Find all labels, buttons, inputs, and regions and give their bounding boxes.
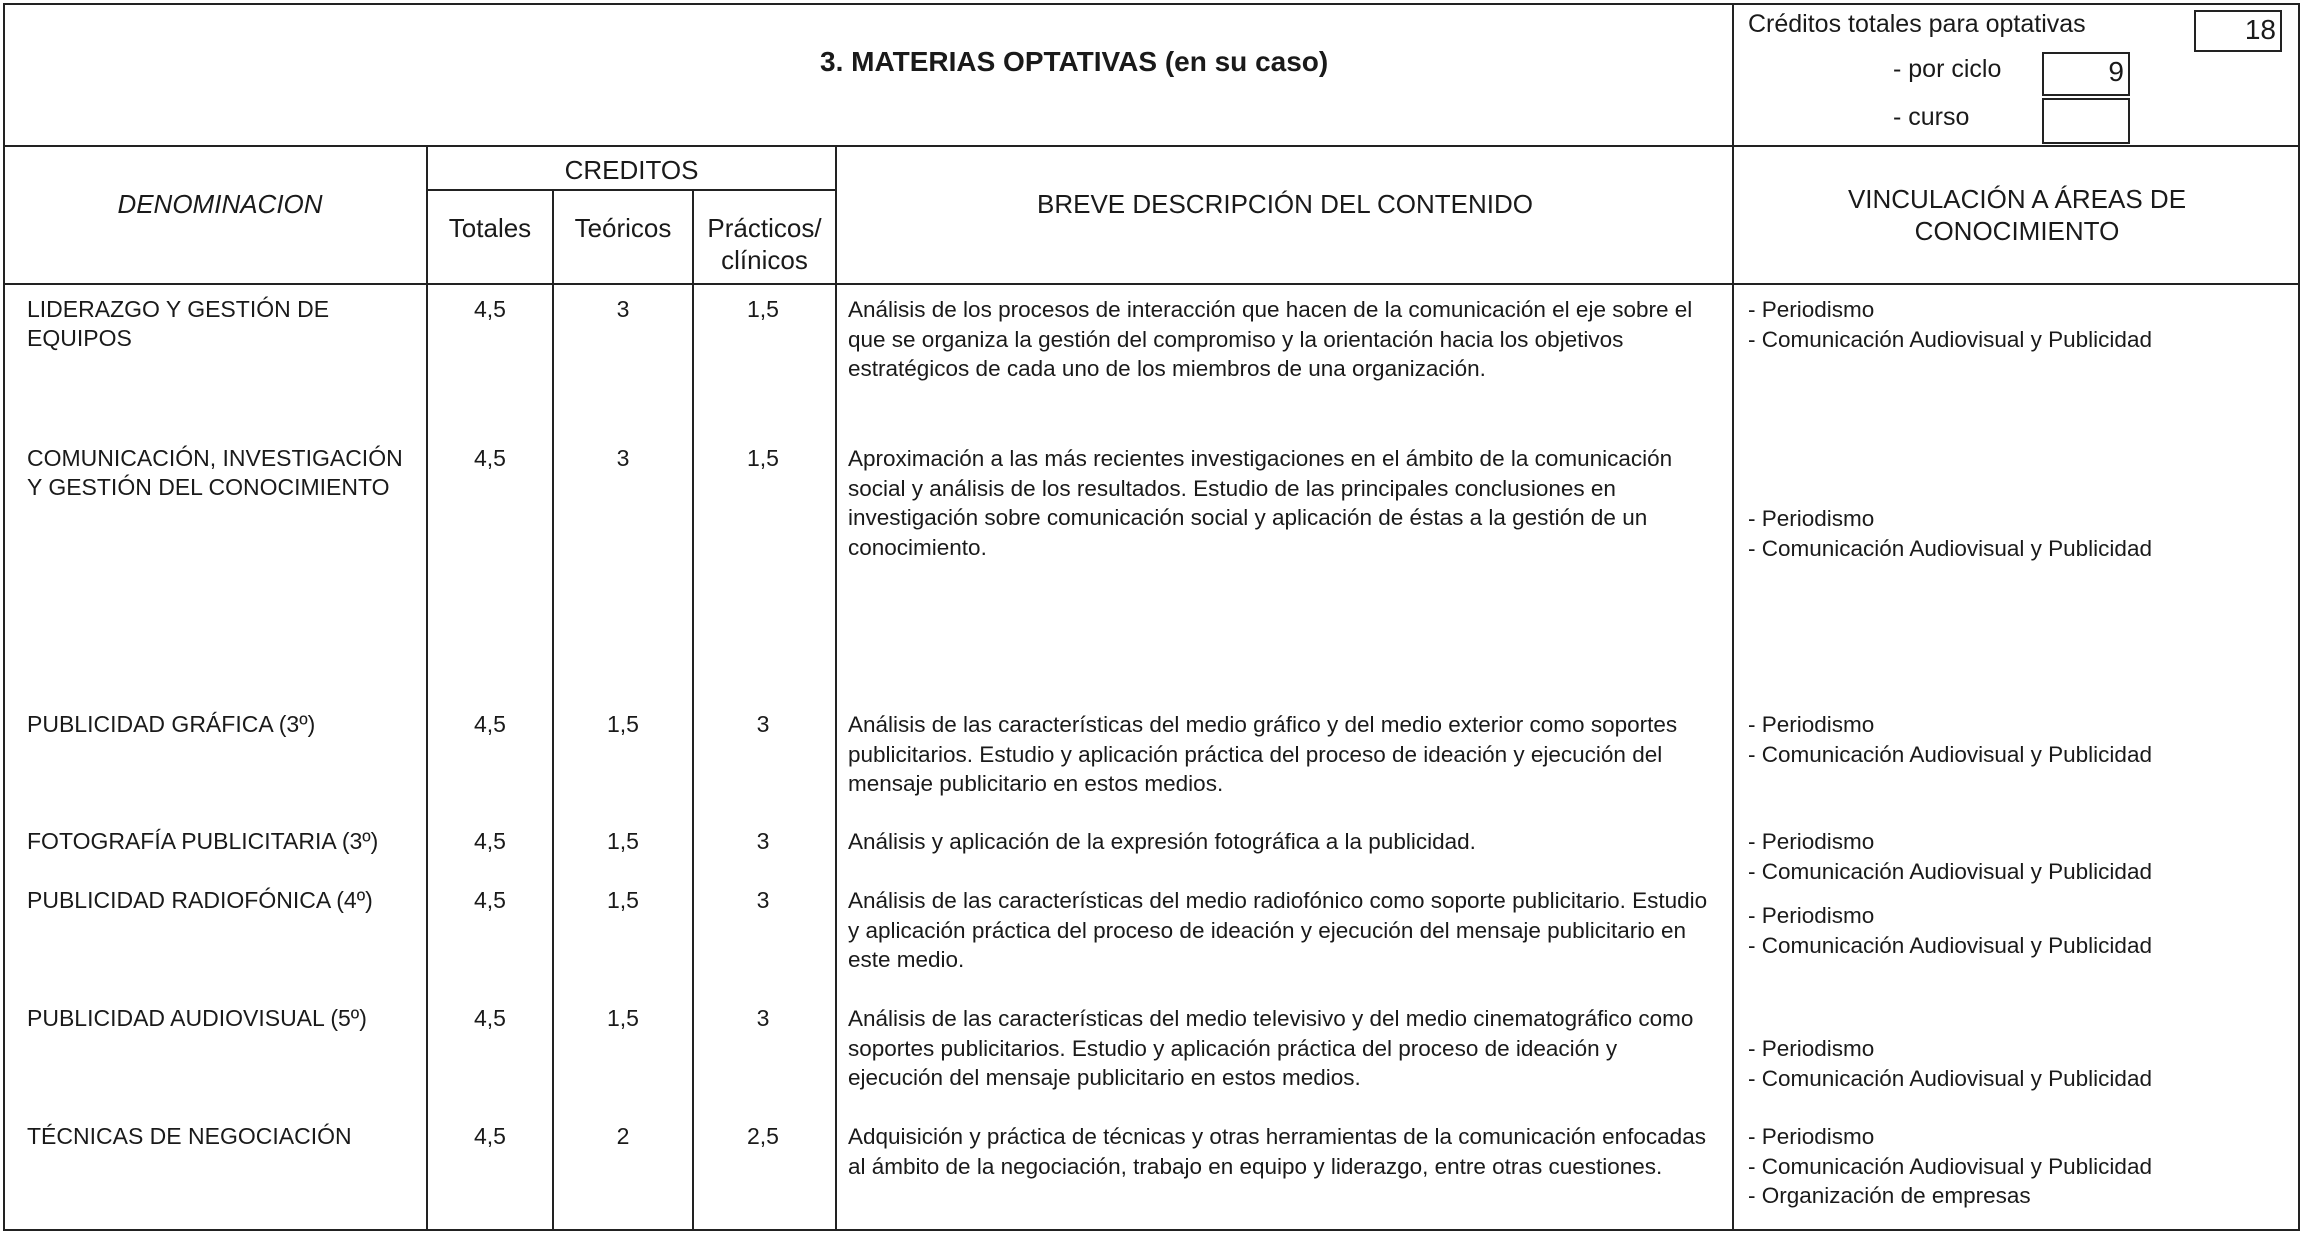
subject-description: Análisis de las características del medio gráfico y del medio exterior como soportes publicitarios. Estudio y aplicación práctica del proceso de ideación y ejecución del mensaje publicitario en estos medios. bbox=[848, 712, 1678, 796]
subject-name: PUBLICIDAD RADIOFÓNICA (4º) bbox=[27, 887, 373, 913]
knowledge-area-item: - Comunicación Audiovisual y Publicidad bbox=[1748, 858, 2152, 884]
credits-teoricos: 1,5 bbox=[607, 828, 639, 854]
knowledge-areas bbox=[1748, 1034, 2288, 1093]
knowledge-area-item: - Comunicación Audiovisual y Publicidad bbox=[1748, 1153, 2152, 1179]
knowledge-areas bbox=[1748, 295, 2288, 354]
per-cycle-label: - por ciclo bbox=[1893, 55, 2002, 83]
header-practicos: Prácticos/ bbox=[707, 213, 822, 243]
col-line-denominacion bbox=[426, 145, 428, 1230]
subject-description: Aproximación a las más recientes investigaciones en el ámbito de la comunicación social y análisis de los resultados. Estudio de las principales conclusiones en investigación sobre comunicación social y aplicación de éstas a la gestión de un conocimiento. bbox=[848, 446, 1673, 560]
credits-teoricos: 3 bbox=[616, 296, 630, 322]
subject-description: Análisis de las características del medio radiofónico como soporte publicitario. Estudio y aplicación práctica del proceso de ideación y ejecución del mensaje publicitario en este medio. bbox=[848, 888, 1708, 972]
credits-total-box: 18 bbox=[2194, 10, 2282, 52]
header-creditos: CREDITOS bbox=[564, 155, 699, 185]
header-denominacion: DENOMINACION bbox=[117, 189, 323, 219]
header-teoricos: Teóricos bbox=[574, 213, 672, 243]
header-vinculacion-line1: VINCULACIÓN A ÁREAS DE bbox=[1847, 184, 2187, 214]
creditos-divider bbox=[426, 189, 836, 191]
subject-name: FOTOGRAFÍA PUBLICITARIA (3º) bbox=[27, 828, 379, 854]
col-line-totales bbox=[552, 189, 554, 1230]
header-totales: Totales bbox=[448, 213, 532, 243]
knowledge-area-item: - Comunicación Audiovisual y Publicidad bbox=[1748, 1065, 2152, 1091]
knowledge-area-item: - Periodismo bbox=[1748, 712, 1875, 737]
subject-description: Análisis de las características del medio televisivo y del medio cinematográfico como soportes publicitarios. Estudio y aplicación práctica del proceso de ideación y ejecución del mensaje publicitario en estos medios. bbox=[848, 1006, 1694, 1090]
knowledge-area-item: - Comunicación Audiovisual y Publicidad bbox=[1748, 932, 2152, 958]
knowledge-area-item: - Periodismo bbox=[1748, 1124, 1875, 1149]
subject-name: LIDERAZGO Y GESTIÓN DE EQUIPOS bbox=[27, 296, 330, 351]
section-title: 3. MATERIAS OPTATIVAS (en su caso) bbox=[820, 46, 1329, 77]
subject-name: COMUNICACIÓN, INVESTIGACIÓN Y GESTIÓN DEL CONOCIMIENTO bbox=[27, 445, 403, 500]
header-divider bbox=[3, 145, 2300, 147]
knowledge-area-item: - Comunicación Audiovisual y Publicidad bbox=[1748, 741, 2152, 767]
knowledge-areas bbox=[1748, 504, 2288, 563]
credits-practicos: 1,5 bbox=[747, 296, 779, 322]
header-vinculacion-line2: CONOCIMIENTO bbox=[1914, 216, 2120, 246]
subject-description: Análisis de los procesos de interacción que hacen de la comunicación el eje sobre el que se organiza la gestión del compromiso y la orientación hacia los objetivos estratégicos de cada uno de los miembros de una organización. bbox=[848, 297, 1693, 381]
credits-totales: 4,5 bbox=[474, 296, 506, 322]
knowledge-area-item: - Periodismo bbox=[1748, 903, 1875, 928]
col-line-practicos bbox=[835, 145, 837, 1230]
columns-divider bbox=[3, 283, 2300, 285]
subject-name: PUBLICIDAD GRÁFICA (3º) bbox=[27, 711, 316, 737]
knowledge-area-item: - Organización de empresas bbox=[1748, 1183, 2031, 1208]
credits-teoricos: 1,5 bbox=[607, 887, 639, 913]
knowledge-area-item: - Periodismo bbox=[1748, 829, 1875, 854]
credits-totales: 4,5 bbox=[474, 828, 506, 854]
credits-practicos: 1,5 bbox=[747, 445, 779, 471]
subject-name: PUBLICIDAD AUDIOVISUAL (5º) bbox=[27, 1005, 367, 1031]
header-clinicos: clínicos bbox=[721, 245, 808, 275]
knowledge-area-item: - Comunicación Audiovisual y Publicidad bbox=[1748, 326, 2152, 352]
subject-description: Adquisición y práctica de técnicas y otras herramientas de la comunicación enfocadas al ámbito de la negociación, trabajo en equipo y liderazgo, entre otras cuestiones. bbox=[848, 1124, 1706, 1179]
knowledge-areas bbox=[1748, 901, 2288, 960]
knowledge-areas bbox=[1748, 710, 2288, 769]
col-line-teoricos bbox=[692, 189, 694, 1230]
credits-practicos: 3 bbox=[756, 828, 770, 854]
credits-total-label: Créditos totales para optativas bbox=[1748, 10, 2086, 38]
knowledge-area-item: - Periodismo bbox=[1748, 1036, 1875, 1061]
credits-practicos: 3 bbox=[756, 711, 770, 737]
header-descripcion: BREVE DESCRIPCIÓN DEL CONTENIDO bbox=[1036, 189, 1533, 219]
credits-totales: 4,5 bbox=[474, 1123, 506, 1149]
knowledge-area-item: - Comunicación Audiovisual y Publicidad bbox=[1748, 535, 2152, 561]
credits-teoricos: 1,5 bbox=[607, 1005, 639, 1031]
knowledge-area-item: - Periodismo bbox=[1748, 297, 1875, 322]
credits-teoricos: 1,5 bbox=[607, 711, 639, 737]
subject-description: Análisis y aplicación de la expresión fotográfica a la publicidad. bbox=[848, 829, 1476, 854]
credits-totales: 4,5 bbox=[474, 445, 506, 471]
credits-practicos: 3 bbox=[756, 1005, 770, 1031]
knowledge-areas bbox=[1748, 1122, 2288, 1211]
credits-practicos: 2,5 bbox=[747, 1123, 779, 1149]
subject-name: TÉCNICAS DE NEGOCIACIÓN bbox=[27, 1123, 352, 1149]
credits-totales: 4,5 bbox=[474, 887, 506, 913]
credits-totales: 4,5 bbox=[474, 1005, 506, 1031]
credits-teoricos: 3 bbox=[616, 445, 630, 471]
credits-teoricos: 2 bbox=[616, 1123, 630, 1149]
knowledge-areas bbox=[1748, 827, 2288, 886]
course-box bbox=[2042, 98, 2130, 144]
course-label: - curso bbox=[1893, 103, 1970, 131]
knowledge-area-item: - Periodismo bbox=[1748, 506, 1875, 531]
credits-totales: 4,5 bbox=[474, 711, 506, 737]
per-cycle-box: 9 bbox=[2042, 52, 2130, 96]
credits-practicos: 3 bbox=[756, 887, 770, 913]
